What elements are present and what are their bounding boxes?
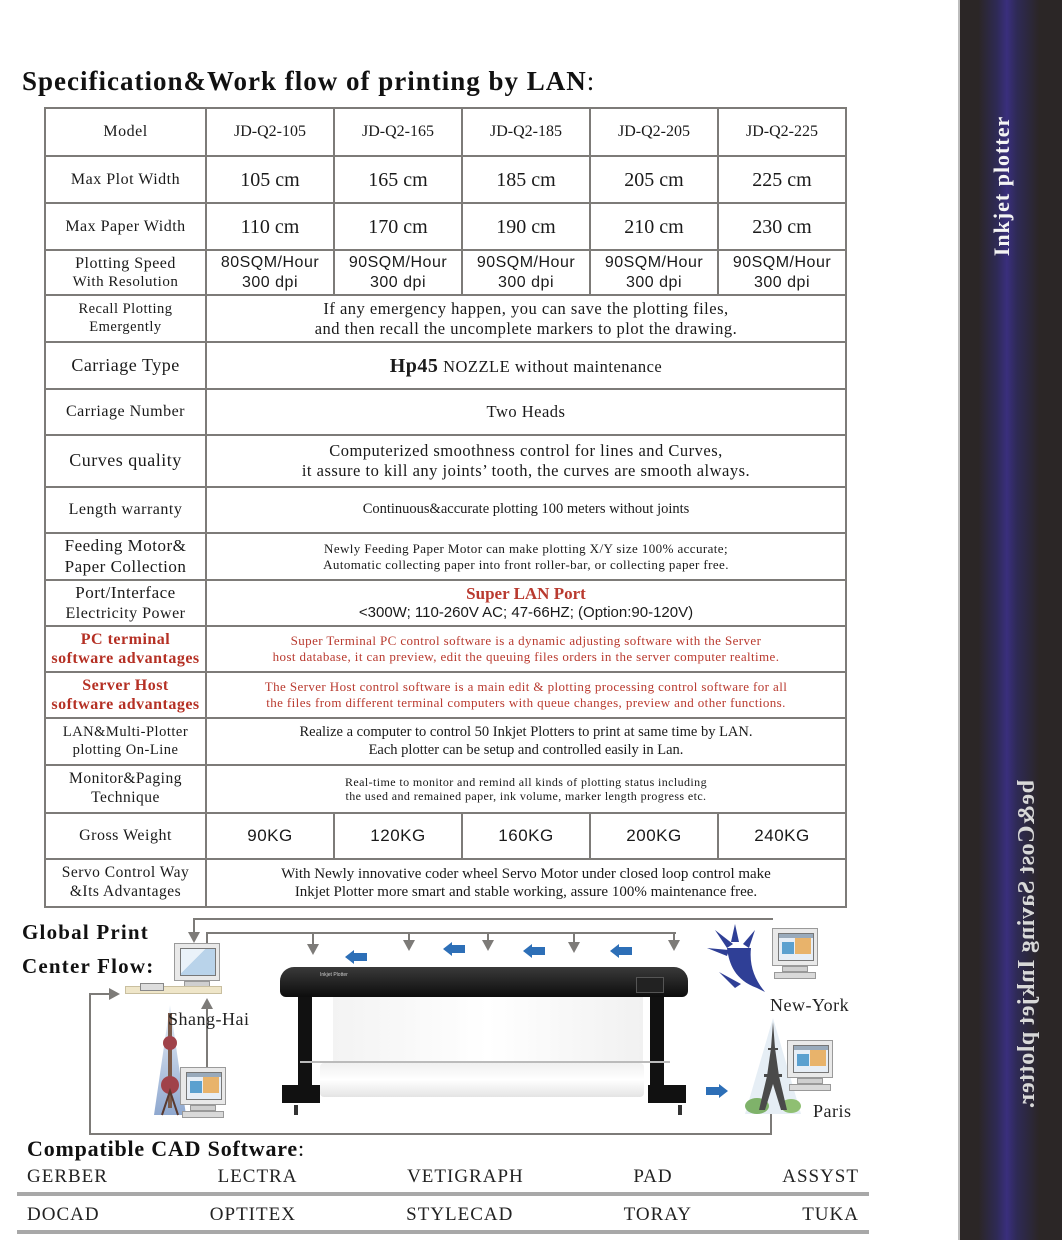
row-label: Carriage Number (45, 389, 206, 435)
text-line: Each plotter can be setup and controlled easily in Lan. (368, 741, 684, 758)
text-line: the files from different terminal computers with queue changes, preview and other functions. (266, 695, 786, 710)
cad-item: TORAY (623, 1204, 692, 1225)
span-cell (206, 672, 846, 718)
value-cell (718, 250, 846, 295)
blue-arrow-left-icon (610, 946, 632, 956)
table-row-plotting-speed (45, 250, 846, 295)
resolution: 300 dpi (754, 273, 810, 291)
label-line: Servo Control Way (61, 864, 190, 882)
cad-title-colon: : (297, 1136, 305, 1161)
blue-arrow-left-icon (523, 946, 545, 956)
text-line: If any emergency happen, you can save the plotting files, (323, 298, 729, 318)
label-line: Plotting Speed (75, 254, 176, 272)
table-row-model (45, 108, 846, 156)
arrow-down-icon (188, 932, 200, 943)
span-cell (206, 718, 846, 765)
text-line: The Server Host control software is a main edit & plotting processing control software for all (264, 679, 788, 695)
connector-line (89, 993, 91, 1135)
label-line: Paper Collection (64, 556, 187, 576)
text-line: Real-time to monitor and remind all kinds of plotting status including (345, 774, 707, 789)
sidebar-title (982, 96, 1022, 276)
span-cell: Two Heads (206, 389, 846, 435)
location-paris: Paris (813, 1101, 852, 1121)
location-shanghai: Shang-Hai (168, 1009, 250, 1029)
text-line: Super Terminal PC control software is a dynamic adjusting software with the Server (290, 633, 762, 649)
label-line: Emergently (89, 318, 162, 335)
text-line: the used and remained paper, ink volume, marker length progress etc. (345, 789, 707, 803)
desk-shelf (125, 986, 222, 994)
value-cell: 105 cm (206, 156, 334, 203)
sidebar-slogan-text: be&Cost Saving Inkjet plotter. (1014, 780, 1040, 1109)
cad-item: GERBER (27, 1166, 108, 1187)
power-text: <300W; 110-260V AC; 47-66HZ; (Option:90-120V) (358, 604, 694, 622)
table-row-recall (45, 295, 846, 342)
speed: 90SQM/Hour (604, 254, 704, 272)
text-line: Newly Feeding Paper Motor can make plotting X/Y size 100% accurate; (324, 540, 728, 556)
connector-line (193, 918, 773, 920)
row-label (45, 718, 206, 765)
row-label: Gross Weight (45, 813, 206, 859)
cad-item: DOCAD (27, 1204, 100, 1225)
span-cell (206, 342, 846, 389)
label-line: Electricity Power (65, 604, 186, 622)
nozzle-model: Hp45 (389, 354, 439, 377)
flow-title (22, 915, 154, 983)
resolution: 300 dpi (242, 273, 298, 291)
location-newyork: New-York (770, 995, 850, 1015)
connector-line (206, 932, 676, 934)
value-cell: 90KG (206, 813, 334, 859)
table-row-servo (45, 859, 846, 907)
value-cell: 170 cm (334, 203, 462, 250)
model-cell: JD-Q2-225 (718, 108, 846, 156)
flow-title-line: Center Flow: (22, 954, 155, 978)
sidebar-banner (958, 0, 1062, 1240)
row-label (45, 859, 206, 907)
model-cell: JD-Q2-165 (334, 108, 462, 156)
table-row-carriage-type (45, 342, 846, 389)
cad-item: ASSYST (782, 1166, 859, 1187)
table-row-gross-weight (45, 813, 846, 859)
text-line: Automatic collecting paper into front roller-bar, or collecting paper free. (323, 556, 729, 572)
label-line: PC terminal (80, 630, 171, 648)
resolution: 300 dpi (498, 273, 554, 291)
value-cell (462, 250, 590, 295)
model-cell: JD-Q2-185 (462, 108, 590, 156)
connector-line (89, 1133, 772, 1135)
arrow-down-icon (482, 940, 494, 951)
cad-row (17, 1162, 869, 1196)
value-cell: 225 cm (718, 156, 846, 203)
flow-title-line: Global Print (22, 920, 149, 944)
table-row-curves (45, 435, 846, 487)
arrow-down-icon (568, 942, 580, 953)
text-line: it assure to kill any joints’ tooth, the curves are smooth always. (301, 461, 751, 480)
value-cell: 190 cm (462, 203, 590, 250)
label-line: plotting On-Line (72, 741, 179, 758)
value-cell: 200KG (590, 813, 718, 859)
cad-item: LECTRA (217, 1166, 298, 1187)
sidebar-title-text: Inkjet plotter (989, 115, 1014, 257)
table-row-max-plot-width (45, 156, 846, 203)
row-label (45, 765, 206, 813)
value-cell (206, 250, 334, 295)
sidebar-mirrored-slogan (982, 780, 1040, 1240)
table-row-max-paper-width (45, 203, 846, 250)
arrow-down-icon (403, 940, 415, 951)
speed: 90SQM/Hour (732, 254, 832, 272)
value-cell (590, 250, 718, 295)
plotter-brand: Inkjet Plotter (320, 972, 348, 978)
row-label: Carriage Type (45, 342, 206, 389)
row-label: Max Plot Width (45, 156, 206, 203)
arrow-down-icon (307, 944, 319, 955)
row-label (45, 580, 206, 626)
resolution: 300 dpi (370, 273, 426, 291)
value-cell: 205 cm (590, 156, 718, 203)
speed: 90SQM/Hour (476, 254, 576, 272)
value-cell: 120KG (334, 813, 462, 859)
value-cell: 110 cm (206, 203, 334, 250)
title-text: Specification&Work flow of printing by LAN (22, 66, 587, 96)
table-row-carriage-number (45, 389, 846, 435)
blue-arrow-left-icon (345, 952, 367, 962)
cad-item: TUKA (802, 1204, 859, 1225)
label-line: Monitor&Paging (69, 770, 182, 788)
row-label: Length warranty (45, 487, 206, 533)
speed: 90SQM/Hour (348, 254, 448, 272)
row-label: Max Paper Width (45, 203, 206, 250)
text-line: Inkjet Plotter more smart and stable working, assure 100% maintenance free. (294, 884, 758, 900)
label-line: Recall Plotting (78, 301, 173, 318)
span-cell: Continuous&accurate plotting 100 meters without joints (206, 487, 846, 533)
arrow-down-icon (668, 940, 680, 951)
model-cell: JD-Q2-205 (590, 108, 718, 156)
connector-line (89, 993, 111, 995)
cad-row (17, 1200, 869, 1234)
table-row-length-warranty (45, 487, 846, 533)
value-cell: 160KG (462, 813, 590, 859)
nozzle-desc: NOZZLE without maintenance (438, 356, 663, 376)
value-cell: 165 cm (334, 156, 462, 203)
value-cell: 240KG (718, 813, 846, 859)
arrow-up-icon (201, 998, 213, 1009)
text-line: Computerized smoothness control for lines and Curves, (329, 441, 723, 461)
title-colon: : (586, 66, 596, 96)
label-line: software advantages (51, 696, 200, 713)
spec-table (44, 107, 847, 908)
cad-item: OPTITEX (209, 1204, 296, 1225)
row-label: Curves quality (45, 435, 206, 487)
server-box-icon (140, 983, 164, 991)
value-cell: 210 cm (590, 203, 718, 250)
label-line: LAN&Multi-Plotter (62, 724, 189, 741)
span-cell (206, 626, 846, 672)
connector-line (770, 1112, 772, 1135)
row-label (45, 533, 206, 580)
label-line: Port/Interface (75, 583, 176, 603)
text-line: and then recall the uncomplete markers to plot the drawing. (314, 318, 738, 338)
row-label (45, 295, 206, 342)
speed: 80SQM/Hour (220, 254, 320, 272)
label-line: &Its Advantages (69, 883, 182, 900)
text-line: Realize a computer to control 50 Inkjet Plotters to print at same time by LAN. (299, 724, 753, 741)
label-line: With Resolution (72, 274, 179, 291)
span-cell (206, 765, 846, 813)
row-label (45, 672, 206, 718)
span-cell (206, 580, 846, 626)
arrow-right-icon (109, 988, 120, 1000)
table-row-server-host (45, 672, 846, 718)
table-row-monitor (45, 765, 846, 813)
row-label (45, 626, 206, 672)
blue-arrow-right-icon (706, 1086, 728, 1096)
statue-of-liberty-icon (705, 922, 773, 994)
cad-title-text: Compatible CAD Software (27, 1136, 298, 1161)
label-line: software advantages (51, 650, 200, 667)
span-cell (206, 435, 846, 487)
label-line: Feeding Motor& (64, 536, 187, 556)
span-cell (206, 295, 846, 342)
value-cell: 185 cm (462, 156, 590, 203)
row-label (45, 250, 206, 295)
value-cell (334, 250, 462, 295)
span-cell (206, 533, 846, 580)
text-line: With Newly innovative coder wheel Servo Motor under closed loop control make (281, 866, 771, 882)
table-row-port (45, 580, 846, 626)
page-title (22, 66, 595, 97)
cad-item: STYLECAD (406, 1204, 514, 1225)
lan-port-text: Super LAN Port (466, 583, 586, 603)
label-line: Technique (91, 789, 160, 806)
value-cell: 230 cm (718, 203, 846, 250)
model-header: Model (45, 108, 206, 156)
span-cell (206, 859, 846, 907)
model-cell: JD-Q2-105 (206, 108, 334, 156)
text-line: host database, it can preview, edit the queuing files orders in the server computer realtime. (272, 649, 780, 664)
table-row-pc-terminal (45, 626, 846, 672)
cad-software-title (27, 1136, 305, 1162)
blue-arrow-left-icon (443, 944, 465, 954)
cad-item: VETIGRAPH (407, 1166, 524, 1187)
table-row-feeding (45, 533, 846, 580)
cad-item: PAD (633, 1166, 673, 1187)
inkjet-plotter-image (278, 963, 690, 1123)
resolution: 300 dpi (626, 273, 682, 291)
table-row-lan-multi (45, 718, 846, 765)
label-line: Server Host (82, 676, 169, 694)
